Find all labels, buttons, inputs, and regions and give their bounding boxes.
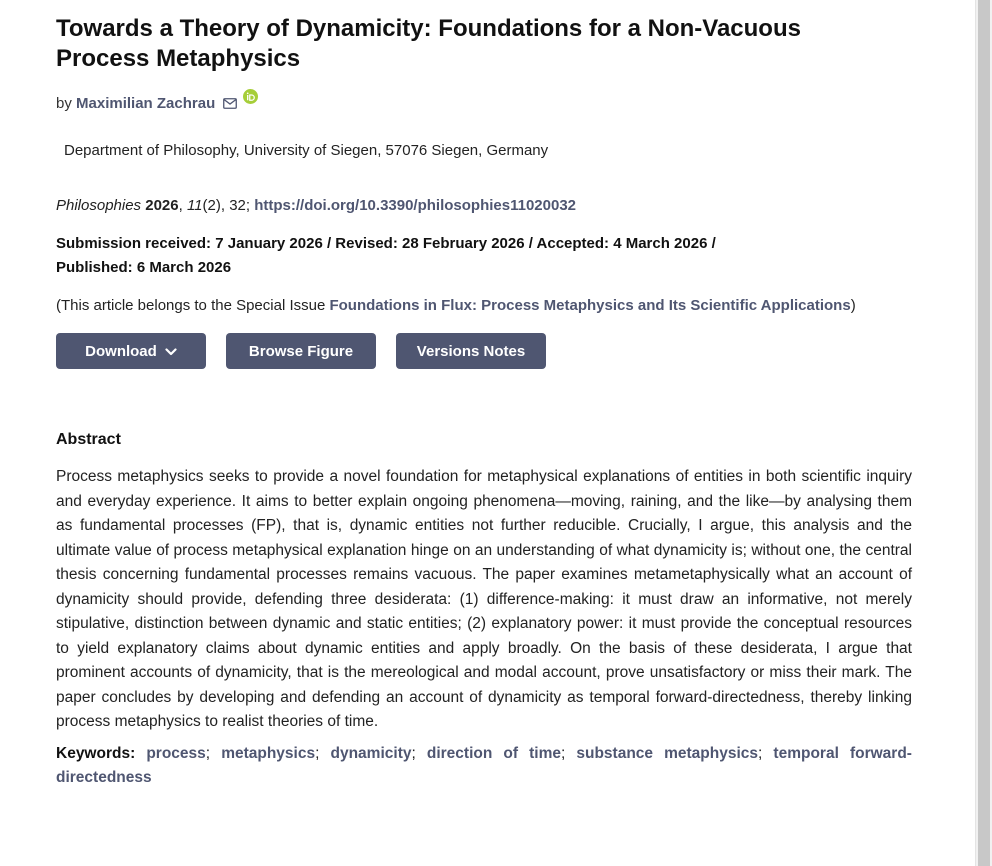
special-issue-prefix: (This article belongs to the Special Issue [56, 297, 330, 314]
article-title: Towards a Theory of Dynamicity: Foundations for a Non-Vacuous Process Metaphysics [56, 15, 801, 72]
browse-figure-button[interactable]: Browse Figure [226, 333, 376, 369]
dates-line-1: Submission received: 7 January 2026 / Revised: 28 February 2026 / Accepted: 4 March 2026 / [56, 235, 716, 252]
publication-dates [56, 232, 912, 280]
keywords-label: Keywords: [56, 744, 136, 762]
download-label: Download [85, 342, 157, 360]
download-button[interactable] [56, 333, 206, 369]
citation: Philosophies 2026, 11(2), 32; https://doi.org/10.3390/philosophies11020032 [56, 197, 577, 214]
abstract-heading: Abstract [56, 431, 121, 448]
special-issue-suffix: ) [850, 297, 856, 314]
journal-name: Philosophies [56, 197, 142, 214]
keyword-link[interactable]: substance metaphysics [576, 744, 759, 762]
keywords: Keywords: process; metaphysics; dynamicity; direction of time; substance metaphysics; temporal forward-directedness [56, 744, 912, 786]
article-header [56, 14, 912, 791]
doi-link[interactable]: https://doi.org/10.3390/philosophies11020032 [254, 197, 577, 214]
orcid-icon[interactable] [243, 89, 258, 111]
citation-volume: 11 [186, 197, 203, 214]
scrollbar-track[interactable] [975, 0, 992, 866]
keyword-link[interactable]: dynamicity [330, 744, 412, 762]
author-link[interactable]: Maximilian Zachrau [76, 95, 216, 112]
mail-icon[interactable] [223, 94, 237, 116]
by-label: by [56, 95, 72, 112]
keyword-link[interactable]: temporal forward-directedness [56, 744, 912, 786]
citation-year: 2026 [145, 197, 179, 214]
dates-line-2: Published: 6 March 2026 [56, 259, 232, 276]
affiliation: Department of Philosophy, University of Siegen, 57076 Siegen, Germany [64, 142, 549, 159]
versions-notes-button[interactable]: Versions Notes [396, 333, 546, 369]
chevron-down-icon [165, 343, 177, 360]
special-issue-note [56, 294, 912, 318]
keyword-link[interactable]: process [146, 744, 206, 762]
citation-article-no: , 32; [220, 197, 255, 214]
keyword-link[interactable]: metaphysics [221, 744, 316, 762]
abstract-text: Process metaphysics seeks to provide a novel foundation for metaphysical explanations of entities in both scientific inquiry and everyday experience. It aims to better explain ongoing phenomena—moving, raining, and the like—by analysing them as fundamental processes (FP), that is, dynamic entities not further reducible. Crucially, I argue, this analysis and the ultimate value of process metaphysical explanation hinge on an understanding of what dynamicity is; without one, the central thesis concerning fundamental processes remains vacuous. The paper examines metametaphysically what an account of dynamicity should provide, defending three desiderata: (1) difference-making: it must draw an informative, not merely stipulative, distinction between dynamic and static entities; (2) explanatory power: it must provide the conceptual resources to yield explanatory claims about dynamic entities and apply broadly. On the basis of these desiderata, I argue that prominent accounts of dynamicity, that is the mereological and modal account, prove unsatisfactory or miss their mark. The paper concludes by developing and defending an account of dynamicity as temporal forward-directedness, thereby linking process metaphysics to realist theories of time. [56, 468, 912, 730]
citation-issue: (2) [202, 197, 221, 214]
byline [56, 89, 912, 116]
keyword-link[interactable]: direction of time [426, 744, 561, 762]
action-buttons [56, 333, 912, 369]
special-issue-link[interactable]: Foundations in Flux: Process Metaphysics and Its Scientific Applications [329, 297, 851, 314]
scrollbar-thumb[interactable] [978, 0, 990, 866]
